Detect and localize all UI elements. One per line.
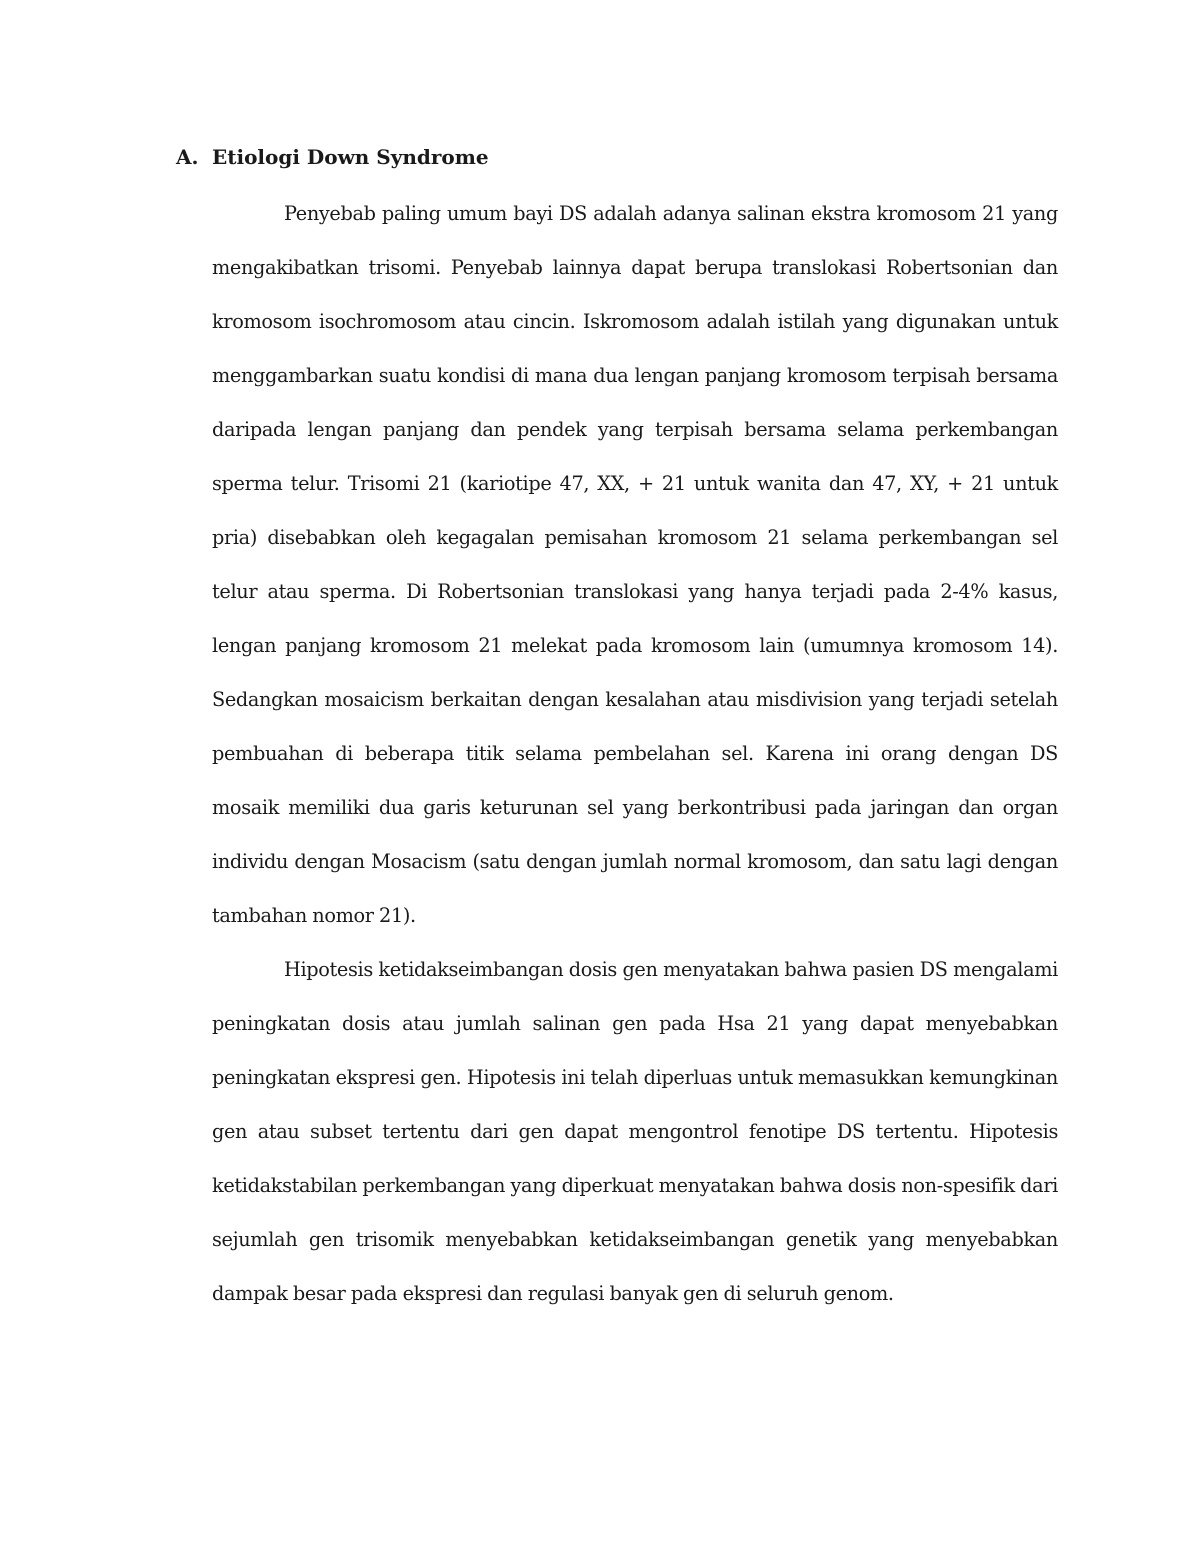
section-body: [212, 187, 1058, 1321]
paragraph-hypothesis: Hipotesis ketidakseimbangan dosis gen menyatakan bahwa pasien DS mengalami peningkatan dosis atau jumlah salinan gen pada Hsa 21 yang dapat menyebabkan peningkatan ekspresi gen. Hipotesis ini telah diperluas untuk memasukkan kemungkinan gen atau subset tertentu dari gen dapat mengontrol fenotipe DS tertentu. Hipotesis ketidakstabilan perkembangan yang diperkuat menyatakan bahwa dosis non-spesifik dari sejumlah gen trisomik menyebabkan ketidakseimbangan genetik yang menyebabkan dampak besar pada ekspresi dan regulasi banyak gen di seluruh genom.: [212, 958, 1058, 1305]
paragraph-etiology: Penyebab paling umum bayi DS adalah adanya salinan ekstra kromosom 21 yang mengakibatkan trisomi. Penyebab lainnya dapat berupa translokasi Robertsonian dan kromosom isochromosom atau cincin. Iskromosom adalah istilah yang digunakan untuk menggambarkan suatu kondisi di mana dua lengan panjang kromosom terpisah bersama daripada lengan panjang dan pendek yang terpisah bersama selama perkembangan sperma telur. Trisomi 21 (kariotipe 47, XX, + 21 untuk wanita dan 47, XY, + 21 untuk pria) disebabkan oleh kegagalan pemisahan kromosom 21 selama perkembangan sel telur atau sperma. Di Robertsonian translokasi yang hanya terjadi pada 2-4% kasus, lengan panjang kromosom 21 melekat pada kromosom lain (umumnya kromosom 14). Sedangkan mosaicism berkaitan dengan kesalahan atau misdivision yang terjadi setelah pembuahan di beberapa titik selama pembelahan sel. Karena ini orang dengan DS mosaik memiliki dua garis keturunan sel yang berkontribusi pada jaringan dan organ individu dengan Mosacism (satu dengan jumlah normal kromosom, dan satu lagi dengan tambahan nomor 21).: [212, 202, 1058, 927]
section-title: Etiologi Down Syndrome: [212, 145, 489, 169]
section-marker: A.: [176, 145, 199, 169]
section-heading: [176, 141, 1060, 173]
